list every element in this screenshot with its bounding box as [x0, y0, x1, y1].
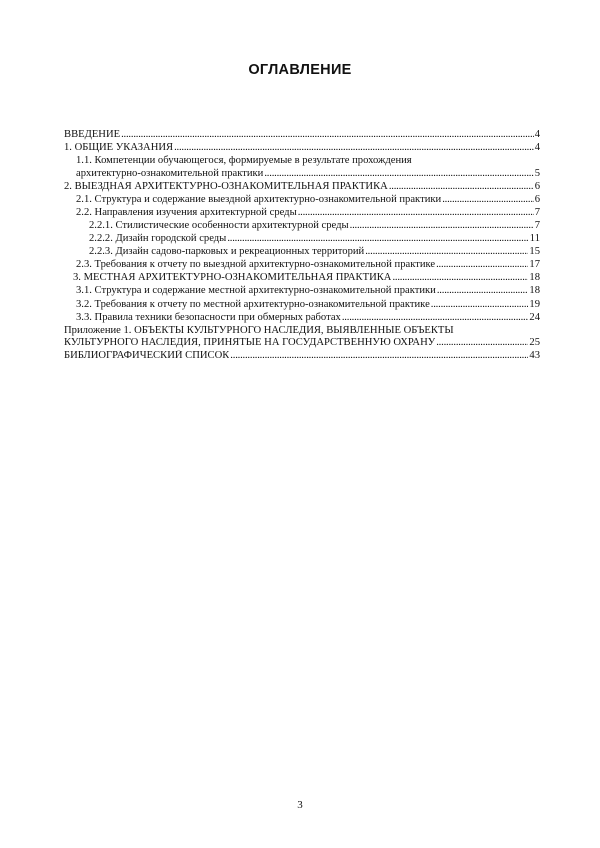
toc-page-number: 15	[529, 246, 540, 258]
toc-entry-title: 2.2.1. Стилистические особенности архитектурной среды	[89, 219, 349, 231]
toc-entry[interactable]	[64, 194, 540, 206]
toc-page-number: 43	[529, 350, 540, 362]
toc-entry-title: 3.2. Требования к отчету по местной архитектурно-ознакомительной практике	[76, 298, 430, 310]
toc-entry-title: 3.3. Правила техники безопасности при обмерных работах	[76, 311, 341, 323]
toc-page-number: 6	[534, 180, 540, 192]
toc-entry[interactable]	[64, 220, 540, 232]
toc-leader-dots	[389, 181, 534, 193]
toc-entry[interactable]	[64, 350, 540, 362]
toc-entry[interactable]	[64, 181, 540, 193]
toc-leader-dots	[227, 233, 528, 245]
page-title: ОГЛАВЛЕНИЕ	[248, 62, 352, 78]
toc-entry-title: 3.1. Структура и содержание местной архитектурно-ознакомительной практики	[76, 285, 436, 297]
toc-page-number: 18	[529, 285, 540, 297]
toc-entry-title: 3. МЕСТНАЯ АРХИТЕКТУРНО-ОЗНАКОМИТЕЛЬНАЯ ПРАКТИКА	[73, 272, 392, 284]
toc-entry-title: 2. ВЫЕЗДНАЯ АРХИТЕКТУРНО-ОЗНАКОМИТЕЛЬНАЯ ПРАКТИКА	[64, 180, 388, 192]
toc-page-number: 5	[534, 167, 540, 179]
toc-page-number: 6	[534, 193, 540, 205]
toc-page-number: 4	[534, 142, 540, 154]
toc-entry[interactable]	[64, 142, 540, 154]
toc-leader-dots	[350, 220, 534, 232]
toc-leader-dots	[298, 207, 534, 219]
toc-entry[interactable]	[64, 272, 540, 284]
toc-page-number: 4	[534, 129, 540, 140]
toc-leader-dots	[442, 194, 534, 206]
toc-leader-dots	[264, 168, 533, 180]
toc-entry-title-continued: архитектурно-ознакомительной практики	[76, 167, 264, 179]
toc-entry[interactable]	[64, 299, 540, 311]
toc-page-number: 24	[529, 311, 540, 323]
toc-page-number: 25	[529, 337, 540, 349]
page-number: 3	[297, 799, 303, 811]
toc-entry[interactable]	[64, 207, 540, 219]
toc-leader-dots	[365, 246, 528, 258]
toc-entry[interactable]	[64, 233, 540, 245]
toc-entry-title: 1. ОБЩИЕ УКАЗАНИЯ	[64, 142, 174, 154]
toc-entry-title: 1.1. Компетенции обучающегося, формируемые в результате прохождения	[76, 155, 412, 167]
toc-entry-title: 2.3. Требования к отчету по выездной архитектурно-ознакомительной практике	[76, 259, 436, 271]
toc-leader-dots	[230, 350, 528, 362]
toc-entry[interactable]	[64, 259, 540, 271]
toc-leader-dots	[174, 142, 534, 154]
toc-page-number: 18	[529, 272, 540, 284]
toc-entry[interactable]	[64, 246, 540, 258]
toc-leader-dots	[431, 299, 529, 311]
toc-leader-dots	[392, 272, 528, 284]
toc-entry-title: 2.2. Направления изучения архитектурной среды	[76, 206, 297, 218]
toc-entry-title: Приложение 1. ОБЪЕКТЫ КУЛЬТУРНОГО НАСЛЕДИЯ, ВЫЯВЛЕННЫЕ ОБЪЕКТЫ	[64, 324, 454, 336]
toc-leader-dots	[342, 312, 529, 324]
toc-leader-dots	[437, 285, 529, 297]
toc-entry[interactable]	[64, 129, 540, 141]
toc-page-number: 7	[534, 206, 540, 218]
toc-entry-title-continued: КУЛЬТУРНОГО НАСЛЕДИЯ, ПРИНЯТЫЕ НА ГОСУДАРСТВЕННУЮ ОХРАНУ	[64, 337, 436, 349]
toc-entry[interactable]	[64, 155, 540, 180]
toc-entry-title: ВВЕДЕНИЕ	[64, 129, 121, 140]
toc-page-number: 17	[529, 259, 540, 271]
toc-page-number: 7	[534, 219, 540, 231]
toc-entry[interactable]	[64, 312, 540, 324]
toc-leader-dots	[121, 129, 534, 141]
toc-page-number: 11	[529, 233, 540, 245]
toc-entry-title: 2.1. Структура и содержание выездной архитектурно-ознакомительной практики	[76, 193, 442, 205]
toc-entry[interactable]	[64, 325, 540, 350]
toc-leader-dots	[436, 259, 528, 271]
table-of-contents	[64, 129, 540, 363]
toc-entry-title: 2.2.3. Дизайн садово-парковых и рекреационных территорий	[89, 246, 365, 258]
toc-page-number: 19	[529, 298, 540, 310]
toc-entry-title: БИБЛИОГРАФИЧЕСКИЙ СПИСОК	[64, 350, 230, 362]
toc-entry-title: 2.2.2. Дизайн городской среды	[89, 233, 227, 245]
toc-entry[interactable]	[64, 285, 540, 297]
toc-leader-dots	[436, 337, 528, 349]
